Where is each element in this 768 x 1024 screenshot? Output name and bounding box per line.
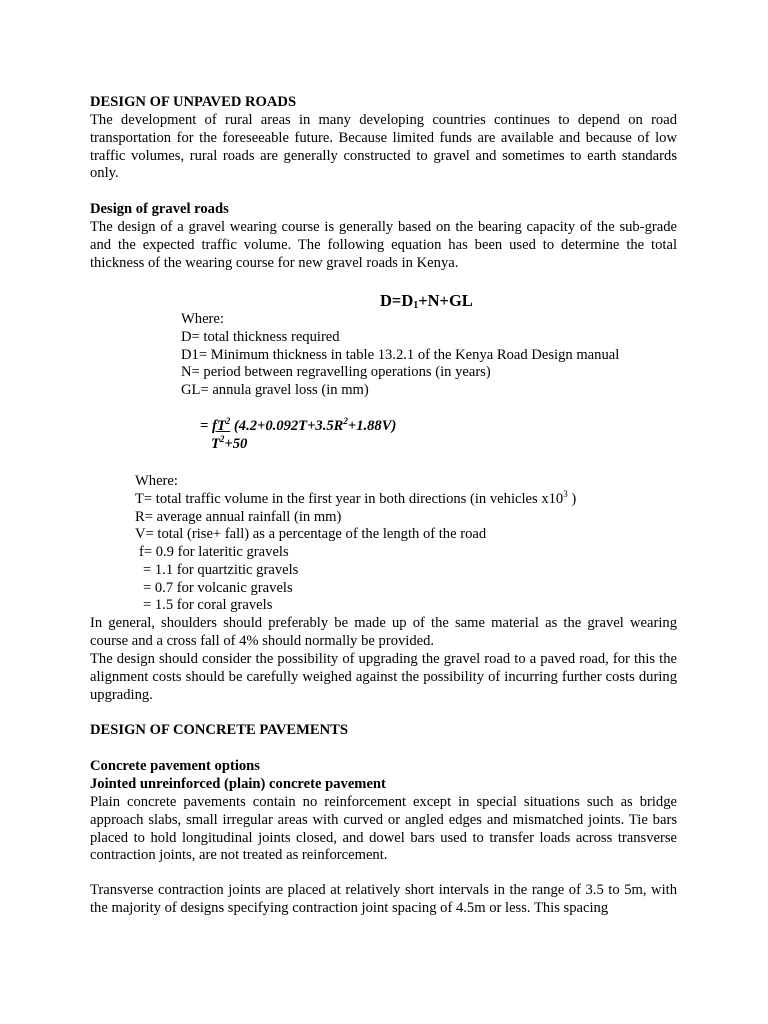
- paragraph-unpaved-intro: The development of rural areas in many developing countries continues to depend on road transportation for the foreseeable future. Because limited funds are available and because of low traffic volumes, rural roads are generally constructed to gravel and sometimes to earth standards only.: [90, 112, 677, 182]
- formula-equals: =: [200, 418, 212, 434]
- where-item-t: [135, 488, 695, 509]
- equation-left: D=D: [380, 291, 414, 310]
- where-list-2: [135, 473, 695, 544]
- f-values-list: [139, 544, 298, 615]
- paragraph-shoulders: In general, shoulders should preferably be made up of the same material as the gravel wearing course and a cross fall of 4% should normally be provided.: [90, 615, 677, 649]
- where-t-close: ): [567, 490, 577, 507]
- heading-pavement-options: Concrete pavement options: [90, 758, 260, 774]
- where-t-exp: 3: [563, 488, 568, 499]
- gravel-loss-formula-numerator: [200, 418, 396, 436]
- paragraph-transverse-joints: Transverse contraction joints are placed at relatively short intervals in the range of 3.5 to 5m, with the majority of designs specifying contraction joint spacing of 4.5m or less. This spacing: [90, 882, 677, 916]
- formula-den-rest: +50: [224, 436, 248, 452]
- equation-subscript: 1: [413, 300, 419, 311]
- where-item-d: D= total thickness required: [181, 328, 340, 345]
- paragraph-plain-concrete: Plain concrete pavements contain no reinforcement except in special situations such as bridge approach slabs, small irregular areas with curved or angled edges and mismatched joints. Tie bars placed to hold longitudinal joints closed, and dowel bars used to transfer loads across transverse contraction joints, are not treated as reinforcement.: [90, 794, 677, 864]
- heading-unpaved-roads: DESIGN OF UNPAVED ROADS: [90, 94, 297, 110]
- heading-jointed-unreinforced: Jointed unreinforced (plain) concrete pavement: [90, 776, 386, 792]
- f-value-volcanic: = 0.7 for volcanic gravels: [143, 579, 293, 596]
- where-label-2: Where:: [135, 473, 178, 489]
- where-list-1: [181, 311, 681, 400]
- formula-f: f: [211, 418, 217, 434]
- f-value-lateritic: f= 0.9 for lateritic gravels: [139, 544, 289, 560]
- formula-den-exp: 2: [219, 434, 225, 444]
- paragraph-upgrading: The design should consider the possibility of upgrading the gravel road to a paved road, for this the alignment costs should be carefully weighed against the possibility of incurring further costs during upgrading.: [90, 651, 677, 703]
- heading-gravel-roads: Design of gravel roads: [90, 201, 229, 217]
- formula-expr-a: (4.2+0.092T+3.5R: [230, 418, 344, 434]
- formula-exp: 2: [225, 416, 231, 426]
- formula-expr-b: +1.88V): [347, 418, 397, 434]
- f-value-quartzitic: = 1.1 for quartzitic gravels: [143, 561, 299, 578]
- heading-concrete-pavements: DESIGN OF CONCRETE PAVEMENTS: [90, 722, 348, 738]
- where-item-d1: D1= Minimum thickness in table 13.2.1 of the Kenya Road Design manual: [181, 346, 620, 363]
- formula-exp-r: 2: [343, 416, 348, 426]
- where-item-v: V= total (rise+ fall) as a percentage of the length of the road: [135, 526, 487, 543]
- where-item-gl: GL= annula gravel loss (in mm): [181, 382, 369, 399]
- formula-den-t: T: [211, 436, 220, 452]
- where-item-r: R= average annual rainfall (in mm): [135, 508, 342, 525]
- formula-t: T: [216, 418, 226, 434]
- where-label: Where:: [181, 311, 224, 327]
- paragraph-gravel-design: The design of a gravel wearing course is generally based on the bearing capacity of the sub-grade and the expected traffic volume. The following equation has been used to determine the total thickness of the wearing course for new gravel roads in Kenya.: [90, 219, 677, 271]
- where-t-text: T= total traffic volume in the first year in both directions (in vehicles x10: [135, 490, 564, 507]
- formula-fraction-top: [212, 418, 230, 434]
- gravel-loss-formula-denominator: [211, 436, 247, 454]
- equation-right: +N+GL: [418, 291, 473, 310]
- f-value-coral: = 1.5 for coral gravels: [143, 597, 273, 614]
- where-item-n: N= period between regravelling operations (in years): [181, 364, 491, 381]
